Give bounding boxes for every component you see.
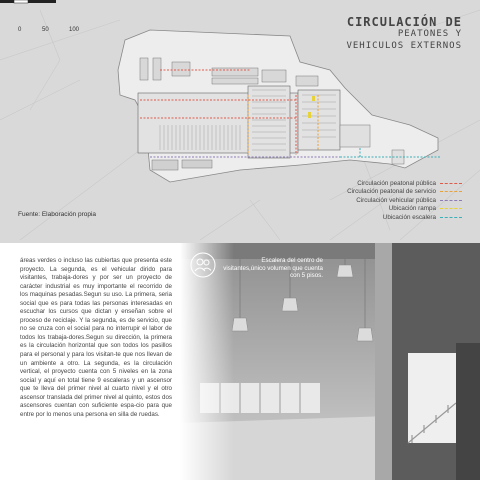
scale-label-50: 50 [42, 27, 49, 33]
legend-swatch-purple [440, 200, 462, 201]
legend-swatch-teal [440, 217, 462, 218]
legend [347, 179, 462, 222]
people-icon [190, 252, 216, 278]
scale-bar [0, 0, 60, 6]
legend-swatch-orange [440, 191, 462, 192]
body-text: áreas verdes o incluso las cubiertas que presenta este proyecto. La segunda, es el vehicular dirido para visitantes, trabaja-dores y por ser un proyecto de carácter industrial es muy importante el recorrido de los maquinas pesadas.Segun su uso. La primera, seria social que es para todas las personas interesadas en escuchar los cursos que dictan y enseñan sobre el proceso de reciclaje. Y la segunda, es de servicio, que no se cruza con el social para no interrupir el labor de todos los trabaja-dores.Segun su dirección, la primera es la circulación horizontal que son todos los pasillos para el personal y para los visitan-te que nos llevan de un ambiente a otro. La segunda, es la circulación vertical, el proyecto cuenta con 5 niveles en la zona social y aquí en total tiene 9 escaleras y un ascensor que te lleva del primer nivel al cuarto nivel y el otro ascensor translada del primer nivel al quinto, estos dos ascensores cuentan con suficiente espa-cio para que entre por lo menos una persona en silla de ruedas. [20, 257, 172, 418]
legend-label: Ubicación escalera [382, 213, 436, 221]
page-title [346, 16, 462, 52]
scale-label-0: 0 [18, 27, 22, 33]
photo-caption: Escalera del centro de visitantes,único volumen que cuenta con 5 pisos. [223, 257, 323, 279]
legend-label: Ubicación rampa [388, 205, 436, 213]
legend-label: Circulación peatonal pública [357, 179, 436, 187]
legend-swatch-yellow [440, 208, 462, 209]
source-note: Fuente: Elaboración propia [18, 211, 97, 218]
title-line-2: PEATONES Y [397, 29, 462, 39]
legend-label: Circulación vehicular pública [356, 196, 436, 204]
legend-item [347, 205, 462, 214]
legend-label: Circulación peatonal de servicio [347, 188, 436, 196]
legend-item [347, 188, 462, 197]
scale-label-100: 100 [69, 27, 80, 33]
legend-item [347, 196, 462, 205]
legend-swatch-red [440, 183, 462, 184]
legend-item [347, 213, 462, 222]
title-line-3: VEHICULOS EXTERNOS [346, 41, 462, 51]
legend-item [347, 179, 462, 188]
title-line-1: CIRCULACIÓN DE [346, 15, 462, 29]
